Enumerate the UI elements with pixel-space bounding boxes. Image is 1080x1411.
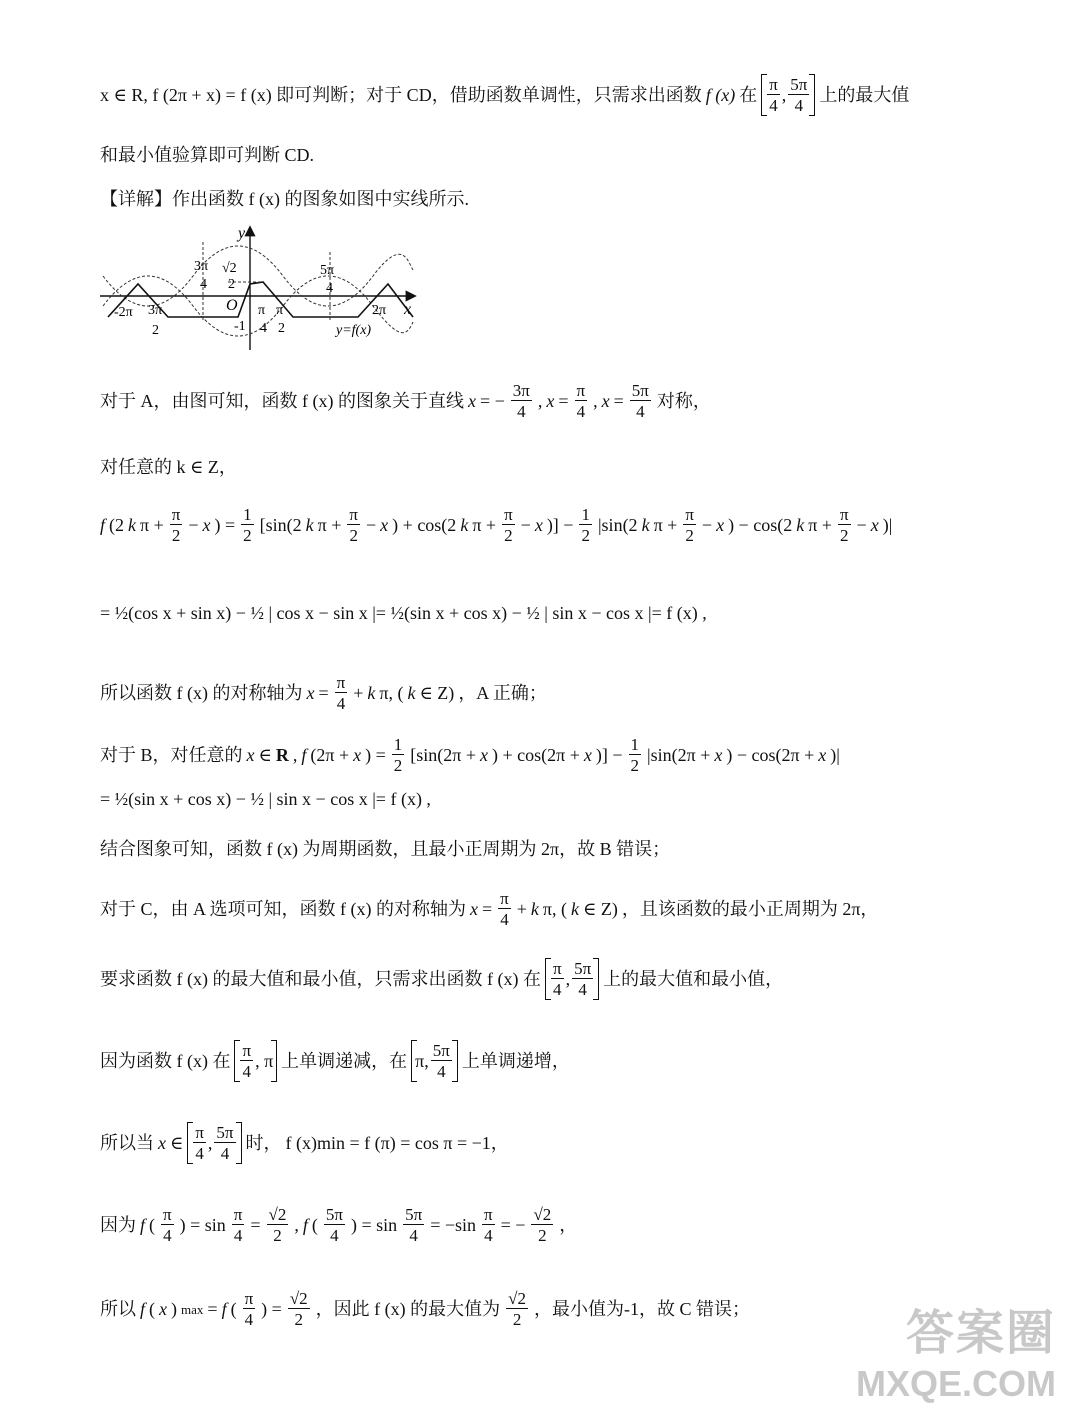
tick-5pi4-den: 4 [326, 281, 333, 296]
line-7 [100, 604, 707, 622]
l1-post: 上的最大值 [819, 85, 910, 105]
line-4: 对于 A，由图可知，函数 f (x) 的图象关于直线 x = − $\frac{3\pi}{4}$ , x = $\frac{\pi}{4}$ , x = $\frac{5\pi}{4}$ 对称， [100, 381, 711, 421]
l14-post: 上单调递增， [461, 1051, 570, 1071]
l8-post: ，A 正确； [458, 683, 547, 703]
line-8: 所以函数 f (x) 的对称轴为 x = $\frac{\pi}{4}$ + k π, ( k ∈ Z) ，A 正确； [100, 673, 547, 713]
line-9: 对于 B，对任意的 x ∈ R , f (2π + x ) = $\frac{1}{2}$ [sin(2π + x ) + cos(2π + x )] − $\frac{1}{2}$ |sin(2π + x ) − cos(2π + x )| [100, 735, 840, 775]
l15-post: f (x)min = f (π) = cos π = −1， [285, 1133, 509, 1153]
x-label: x [404, 301, 412, 318]
l7: = ½(cos x + sin x) − ½ | cos x − sin x |= ½(sin x + cos x) − ½ | sin x − cos x |= f (x) , [100, 603, 707, 623]
l15-mid: 时， [245, 1133, 282, 1153]
line-5 [100, 458, 237, 476]
line-13: 要求函数 f (x) 的最大值和最小值，只需求出函数 f (x) 在 $\frac{\pi}{4}$ , $\frac{5\pi}{4}$ 上的最大值和最小值， [100, 959, 784, 999]
tick-pi2-num: π [276, 303, 284, 318]
y-label: y [238, 225, 246, 242]
tick-neg1: -1 [234, 319, 246, 334]
tick-3pi4-num: 3π [194, 259, 209, 274]
tick-neg2pi: -2π [114, 305, 133, 320]
line-6-formula: f (2 k π + $\frac{\pi}{2}$ − x ) = $\frac{1}{2}$ [sin(2 k π + $\frac{\pi}{2}$ − x ) + cos(2 k π + $\frac{\pi}{2}$ − x )] − $\frac{1}{2}$ |sin(2 k π + $\frac{\pi}{2}$ − x ) − cos(2 k π + $\frac{\pi}{2}$ − x )| [100, 505, 893, 545]
tick-pi4-den: 4 [260, 321, 267, 336]
tick-pi4-num: π [258, 303, 266, 318]
tick-pi2-den: 2 [278, 321, 285, 336]
line-15: 所以当 x ∈ $\frac{\pi}{4}$ , $\frac{5\pi}{4}$ 时， f (x)min = f (π) = cos π = −1， [100, 1123, 509, 1163]
line-11 [100, 840, 670, 858]
l17-pre: 所以 [100, 1299, 136, 1319]
interval-pi4-5pi4: $\frac{\pi}{4}$ , $\frac{5\pi}{4}$ [761, 74, 815, 116]
line-2 [100, 146, 314, 164]
curve-label: y=f(x) [336, 323, 372, 338]
line-17: 所以 f ( x ) max = f ( $\frac{\pi}{4}$ ) = $\frac{√2}{2}$ ，因此 f (x) 的最大值为 $\frac{√2}{2}$ ，最小值为-1，故 C 错误； [100, 1289, 750, 1329]
l13-pre: 要求函数 f (x) 的最大值和最小值，只需求出函数 f (x) 在 [100, 969, 541, 989]
l16-pre: 因为 [100, 1215, 136, 1235]
l15-pre: 所以当 [100, 1133, 154, 1153]
l4-pre: 对于 A，由图可知，函数 f (x) 的图象关于直线 [100, 391, 464, 411]
tick-3pi4-den: 4 [200, 277, 207, 292]
l1-pre: x ∈ R, f (2π + x) = f (x) 即可判断；对于 CD，借助函数单调性，只需求出函数 [100, 85, 702, 105]
line-12: 对于 C，由 A 选项可知，函数 f (x) 的对称轴为 x = $\frac{\pi}{4}$ + k π, ( k ∈ Z) ，且该函数的最小正周期为 2π， [100, 889, 879, 929]
l10: = ½(sin x + cos x) − ½ | sin x − cos x |= f (x) , [100, 789, 431, 809]
l12-pre: 对于 C，由 A 选项可知，函数 f (x) 的对称轴为 [100, 899, 466, 919]
l8-pre: 所以函数 f (x) 的对称轴为 [100, 683, 303, 703]
tick-sqrt2-den: 2 [228, 277, 235, 292]
line-3 [100, 190, 469, 208]
l17-post: ，最小值为-1，故 C 错误； [534, 1299, 750, 1319]
tick-5pi4-num: 5π [320, 263, 335, 278]
tick-sqrt2-num: √2 [222, 261, 237, 276]
tick-3pi-num: 3π [148, 303, 163, 318]
origin-label: O [226, 297, 238, 314]
l1-fx: f (x) [705, 85, 736, 105]
watermark-cn: 答案圈 [905, 1307, 1056, 1360]
line-14: 因为函数 f (x) 在 $\frac{\pi}{4}$ , π 上单调递减，在 π, $\frac{5\pi}{4}$ 上单调递增， [100, 1041, 570, 1081]
tick-3pi-den: 2 [152, 323, 159, 338]
l4-post: 对称， [656, 391, 711, 411]
l11: 结合图象可知，函数 f (x) 为周期函数，且最小正周期为 2π，故 B 错误； [100, 839, 671, 859]
watermark [856, 1294, 1056, 1405]
l14-pre: 因为函数 f (x) 在 [100, 1051, 231, 1071]
l2: 和最小值验算即可判断 CD. [100, 145, 315, 165]
l13-post: 上的最大值和最小值， [603, 969, 784, 989]
l12-post: ，且该函数的最小正周期为 2π， [621, 899, 879, 919]
line-16: 因为 f ( $\frac{\pi}{4}$ ) = sin $\frac{\pi}{4}$ = $\frac{√2}{2}$ , f ( $\frac{5\pi}{4}$ ) = sin $\frac{5\pi}{4}$ = −sin $\frac{\pi}{4}$ = − $\frac{√2}{2}$ ， [100, 1205, 578, 1245]
l9-pre: 对于 B，对任意的 [100, 745, 243, 765]
function-graph [98, 222, 418, 352]
l1-in: 在 [739, 85, 758, 105]
l14-mid: 上单调递减，在 [281, 1051, 408, 1071]
tick-2pi: 2π [372, 303, 387, 318]
l3: 【详解】作出函数 f (x) 的图象如图中实线所示. [100, 189, 469, 209]
l5: 对任意的 k ∈ Z， [100, 457, 237, 477]
l17-mid: ，因此 f (x) 的最大值为 [315, 1299, 501, 1319]
watermark-en: MXQE.COM [855, 1363, 1056, 1404]
line-10 [100, 790, 431, 808]
line-1 [100, 74, 909, 116]
